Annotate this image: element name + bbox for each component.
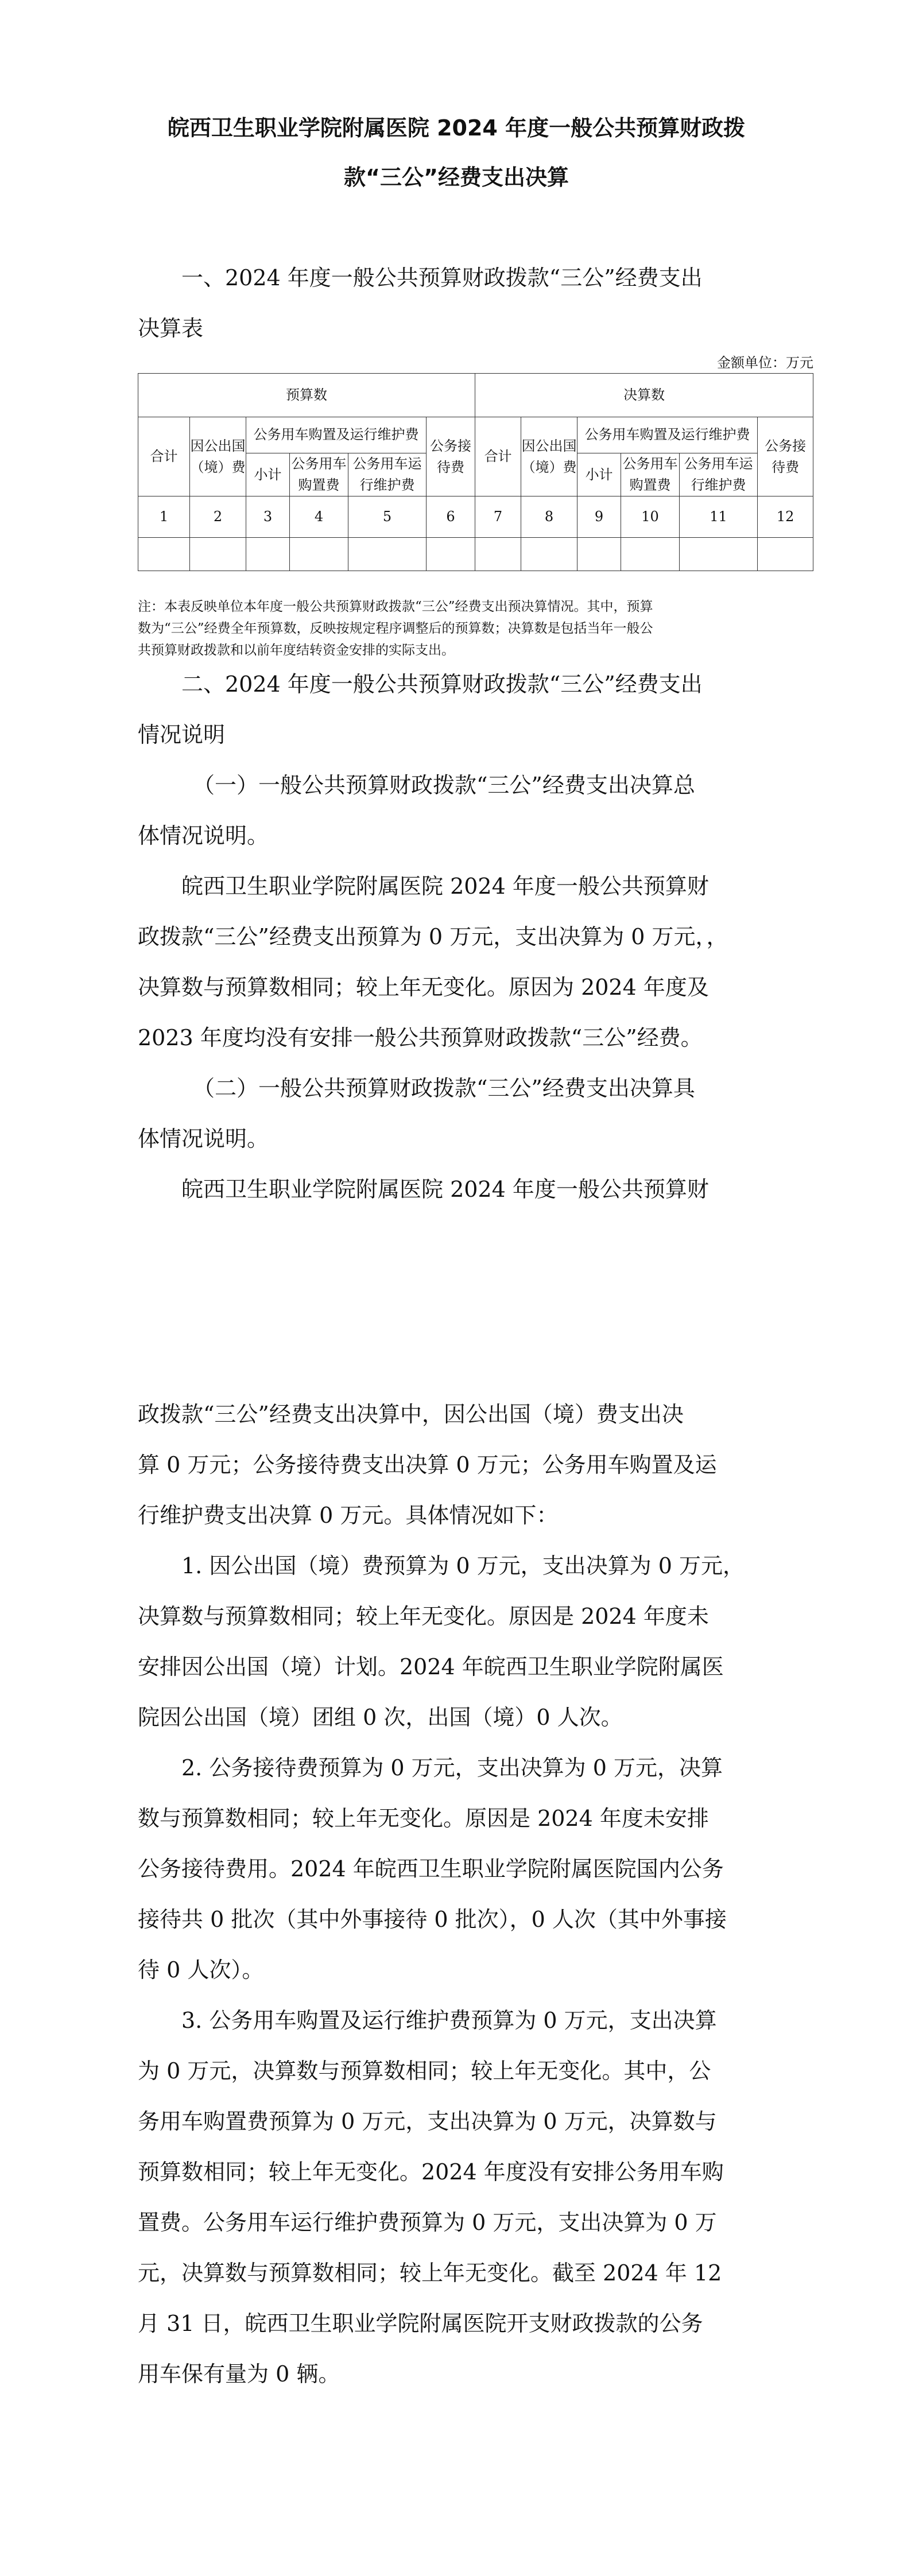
overall-line-1: 皖西卫生职业学院附属医院 2024 年度一般公共预算财 — [181, 874, 709, 899]
item-1-line-1: 1. 因公出国（境）费预算为 0 万元，支出决算为 0 万元， — [181, 1553, 745, 1578]
title-line-2: 款“三公”经费支出决算 — [344, 165, 569, 190]
section-2-line-1: 二、2024 年度一般公共预算财政拨款“三公”经费支出 — [181, 672, 703, 697]
subsection-2-line-1: （二）一般公共预算财政拨款“三公”经费支出决算具 — [193, 1076, 695, 1101]
budget-purchase-header: 公务用车 购置费 — [290, 453, 348, 496]
detail-line-1: 皖西卫生职业学院附属医院 2024 年度一般公共预算财 — [181, 1177, 709, 1202]
col-number: 5 — [348, 496, 427, 538]
data-cell — [521, 538, 577, 571]
section-1-line-1: 一、2024 年度一般公共预算财政拨款“三公”经费支出 — [181, 265, 703, 290]
item-2-paragraph — [138, 1743, 775, 1995]
data-cell — [427, 538, 475, 571]
col-number: 11 — [680, 496, 758, 538]
col-number: 2 — [190, 496, 246, 538]
col-number: 3 — [246, 496, 290, 538]
detail-paragraph-start — [138, 1164, 775, 1215]
item-3-line-5: 置费。公务用车运行维护费预算为 0 万元，支出决算为 0 万 — [138, 2210, 717, 2235]
item-2-line-3: 公务接待费用。2024 年皖西卫生职业学院附属医院国内公务 — [138, 1856, 724, 1881]
overall-line-3: 决算数与预算数相同；较上年无变化。原因为 2024 年度及 — [138, 975, 709, 1000]
data-cell — [190, 538, 246, 571]
data-cell — [475, 538, 521, 571]
detail-line-4: 行维护费支出决算 0 万元。具体情况如下： — [138, 1503, 559, 1528]
table-note — [138, 596, 813, 661]
data-cell — [138, 538, 190, 571]
col-number: 9 — [577, 496, 621, 538]
note-line-2: 数为“三公”经费全年预算数，反映按规定程序调整后的预算数；决算数是包括当年一般公 — [138, 621, 653, 636]
unit-label: 金额单位：万元 — [717, 355, 813, 371]
subsection-2-heading — [138, 1063, 775, 1164]
title-line-1: 皖西卫生职业学院附属医院 2024 年度一般公共预算财政拨 — [167, 115, 746, 141]
subsection-1-heading — [138, 760, 775, 861]
data-cell — [290, 538, 348, 571]
final-header: 决算数 — [475, 374, 813, 417]
item-3-line-1: 3. 公务用车购置及运行维护费预算为 0 万元，支出决算 — [181, 2008, 717, 2033]
note-line-1: 注：本表反映单位本年度一般公共预算财政拨款“三公”经费支出预决算情况。其中，预算 — [138, 599, 653, 614]
final-vehicle-group-header: 公务用车购置及运行维护费 — [577, 417, 758, 453]
final-purchase-header: 公务用车 购置费 — [621, 453, 680, 496]
subsection-2-line-2: 体情况说明。 — [138, 1126, 269, 1151]
section-1-line-2: 决算表 — [138, 316, 204, 341]
col-number: 7 — [475, 496, 521, 538]
item-1-paragraph — [138, 1541, 775, 1743]
col-number: 1 — [138, 496, 190, 538]
item-2-line-2: 数与预算数相同；较上年无变化。原因是 2024 年度未安排 — [138, 1806, 709, 1831]
item-3-line-7: 月 31 日，皖西卫生职业学院附属医院开支财政拨款的公务 — [138, 2311, 703, 2336]
data-cell — [246, 538, 290, 571]
note-line-3: 共预算财政拨款和以前年度结转资金安排的实际支出。 — [138, 643, 455, 658]
final-subtotal-header: 小计 — [577, 453, 621, 496]
overall-paragraph — [138, 861, 775, 1063]
data-cell — [621, 538, 680, 571]
item-3-line-3: 务用车购置费预算为 0 万元，支出决算为 0 万元，决算数与 — [138, 2109, 717, 2134]
item-2-line-5: 待 0 人次）。 — [138, 1957, 264, 1983]
col-number: 4 — [290, 496, 348, 538]
budget-vehicle-group-header: 公务用车购置及运行维护费 — [246, 417, 427, 453]
item-3-line-6: 元，决算数与预算数相同；较上年无变化。截至 2024 年 12 — [138, 2260, 722, 2286]
overall-line-2: 政拨款“三公”经费支出预算为 0 万元，支出决算为 0 万元，， — [138, 924, 728, 949]
budget-abroad-header: 因公出国 （境）费 — [190, 417, 246, 496]
budget-subtotal-header: 小计 — [246, 453, 290, 496]
budget-total-header: 合计 — [138, 417, 190, 496]
final-reception-header: 公务接 待费 — [758, 417, 813, 496]
data-cell — [680, 538, 758, 571]
col-number: 10 — [621, 496, 680, 538]
subsection-1-line-1: （一）一般公共预算财政拨款“三公”经费支出决算总 — [193, 773, 695, 798]
item-3-line-4: 预算数相同；较上年无变化。2024 年度没有安排公务用车购 — [138, 2159, 724, 2185]
col-number: 12 — [758, 496, 813, 538]
budget-maintenance-header: 公务用车运 行维护费 — [348, 453, 427, 496]
detail-line-3: 算 0 万元；公务接待费支出决算 0 万元；公务用车购置及运 — [138, 1452, 717, 1477]
overall-line-4: 2023 年度均没有安排一般公共预算财政拨款“三公”经费。 — [138, 1025, 703, 1050]
subsection-1-line-2: 体情况说明。 — [138, 823, 269, 848]
section-1-heading — [138, 253, 775, 354]
budget-reception-header: 公务接 待费 — [427, 417, 475, 496]
detail-paragraph-continued — [138, 1389, 775, 1541]
col-number: 6 — [427, 496, 475, 538]
section-2-heading — [138, 659, 775, 760]
section-2-line-2: 情况说明 — [138, 722, 226, 747]
item-2-line-4: 接待共 0 批次（其中外事接待 0 批次），0 人次（其中外事接 — [138, 1907, 727, 1932]
item-1-line-3: 安排因公出国（境）计划。2024 年皖西卫生职业学院附属医 — [138, 1654, 724, 1679]
item-1-line-4: 院因公出国（境）团组 0 次，出国（境）0 人次。 — [138, 1705, 623, 1730]
data-cell — [577, 538, 621, 571]
item-1-line-2: 决算数与预算数相同；较上年无变化。原因是 2024 年度未 — [138, 1604, 709, 1629]
data-cell — [758, 538, 813, 571]
final-maintenance-header: 公务用车运 行维护费 — [680, 453, 758, 496]
item-2-line-1: 2. 公务接待费预算为 0 万元，支出决算为 0 万元，决算 — [181, 1755, 723, 1780]
final-abroad-header: 因公出国 （境）费 — [521, 417, 577, 496]
col-number: 8 — [521, 496, 577, 538]
budget-header: 预算数 — [138, 374, 475, 417]
detail-line-2: 政拨款“三公”经费支出决算中，因公出国（境）费支出决 — [138, 1402, 684, 1427]
three-public-expense-table — [138, 373, 813, 571]
document-title — [138, 103, 775, 202]
data-cell — [348, 538, 427, 571]
final-total-header: 合计 — [475, 417, 521, 496]
item-3-line-2: 为 0 万元，决算数与预算数相同；较上年无变化。其中，公 — [138, 2058, 711, 2084]
item-3-paragraph — [138, 1995, 775, 2399]
item-3-line-8: 用车保有量为 0 辆。 — [138, 2361, 340, 2387]
